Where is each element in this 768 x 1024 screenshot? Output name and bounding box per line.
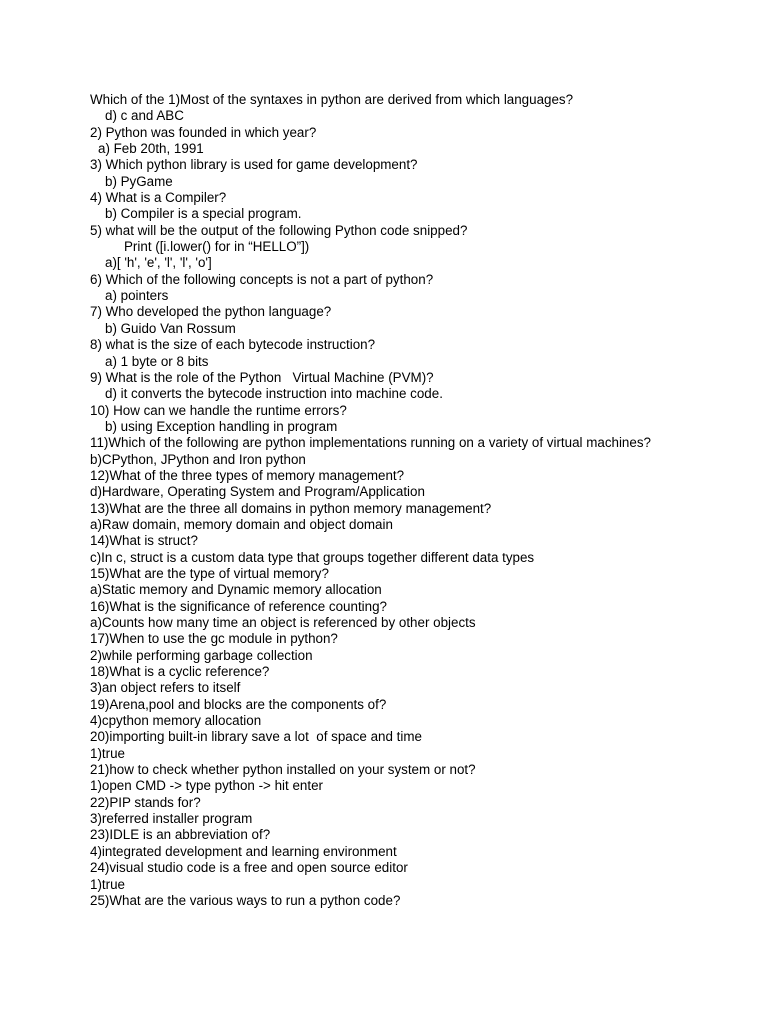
question-line: a)Raw domain, memory domain and object domain [90, 516, 393, 532]
question-line: 1)true [90, 876, 125, 892]
question-line: 1)true [90, 745, 125, 761]
question-line: 3) Which python library is used for game development? [90, 157, 418, 173]
question-line: 11)Which of the following are python implementations running on a variety of virtual machines? [90, 435, 651, 451]
question-line: 18)What is a cyclic reference? [90, 664, 270, 680]
question-line: 14)What is struct? [90, 533, 198, 549]
question-line: 24)visual studio code is a free and open source editor [90, 860, 408, 876]
question-line: c)In c, struct is a custom data type that groups together different data types [90, 549, 535, 565]
answer-line: b) PyGame [105, 173, 173, 189]
answer-line: a) Feb 20th, 1991 [98, 141, 204, 157]
question-line: 21)how to check whether python installed on your system or not? [90, 762, 476, 778]
question-line: 6) Which of the following concepts is not a part of python? [90, 271, 434, 287]
question-line: a)Static memory and Dynamic memory allocation [90, 582, 382, 598]
question-line: 4)cpython memory allocation [90, 713, 262, 729]
answer-line: a) 1 byte or 8 bits [105, 353, 209, 369]
question-line: 10) How can we handle the runtime errors? [90, 402, 347, 418]
answer-line: d) c and ABC [105, 108, 184, 124]
question-line: 3)an object refers to itself [90, 680, 241, 696]
answer-line: a)[ 'h', 'e', 'l', 'l', 'o'] [105, 255, 212, 271]
answer-line: b) using Exception handling in program [105, 418, 338, 434]
question-line: 1)open CMD -> type python -> hit enter [90, 778, 323, 794]
question-line: 12)What of the three types of memory management? [90, 467, 405, 483]
question-line: 2)while performing garbage collection [90, 647, 313, 663]
answer-line: b) Guido Van Rossum [105, 320, 236, 336]
answer-line: b) Compiler is a special program. [105, 206, 302, 222]
question-line: 17)When to use the gc module in python? [90, 631, 338, 647]
question-line: 23)IDLE is an abbreviation of? [90, 827, 271, 843]
question-line: 22)PIP stands for? [90, 794, 201, 810]
document-body [90, 92, 730, 909]
question-line: 25)What are the various ways to run a python code? [90, 892, 401, 908]
question-line: 5) what will be the output of the following Python code snipped? [90, 222, 468, 238]
question-line: Which of the 1)Most of the syntaxes in python are derived from which languages? [90, 92, 574, 107]
question-line: 3)referred installer program [90, 811, 253, 827]
answer-line: d) it converts the bytecode instruction into machine code. [105, 386, 443, 402]
question-line: 4) What is a Compiler? [90, 190, 227, 206]
question-line: 2) Python was founded in which year? [90, 124, 317, 140]
question-line: 20)importing built-in library save a lot of space and time [90, 729, 422, 745]
question-line: 8) what is the size of each bytecode instruction? [90, 337, 376, 353]
question-line: 13)What are the three all domains in python memory management? [90, 500, 492, 516]
answer-line: a) pointers [105, 288, 169, 304]
question-line: 4)integrated development and learning environment [90, 843, 397, 859]
question-line: d)Hardware, Operating System and Program/Application [90, 484, 425, 500]
answer-line: Print ([i.lower() for in “HELLO”]) [124, 239, 310, 255]
question-line: 9) What is the role of the Python Virtual Machine (PVM)? [90, 369, 434, 385]
question-line: b)CPython, JPython and Iron python [90, 451, 306, 467]
question-line: 7) Who developed the python language? [90, 304, 332, 320]
question-line: 19)Arena,pool and blocks are the components of? [90, 696, 387, 712]
question-line: 15)What are the type of virtual memory? [90, 565, 329, 581]
question-line: 16)What is the significance of reference counting? [90, 598, 387, 614]
question-line: a)Counts how many time an object is referenced by other objects [90, 615, 476, 630]
